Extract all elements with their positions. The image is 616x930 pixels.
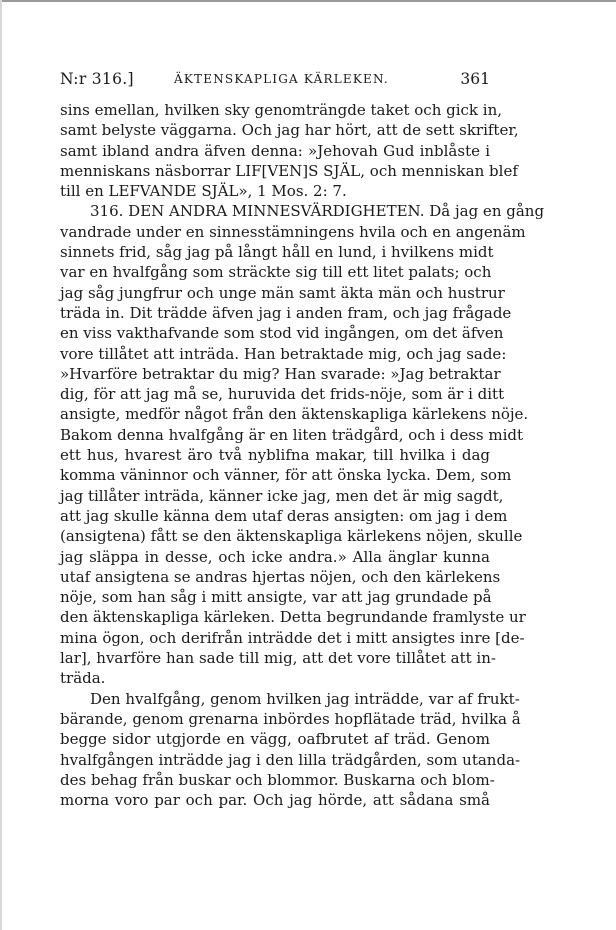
text-line: ansigte, medför något från den äktenskapliga kärlekens nöje. xyxy=(60,405,529,424)
text-line: samt belyste väggarna. Och jag har hört, att de sett skrifter, xyxy=(60,121,519,140)
text-line: Den hvalfgång, genom hvilken jag inträdde, var af frukt- xyxy=(90,689,520,708)
text-line: lar], hvarföre han sade till mig, att det vore tillåtet att in- xyxy=(60,649,496,668)
text-line: träda. xyxy=(60,669,106,688)
text-line: till en LEFVANDE SJÄL», 1 Mos. 2: 7. xyxy=(60,182,347,201)
body-text xyxy=(60,100,545,810)
text-line: nöje, som han såg i mitt ansigte, var att jag grundade på xyxy=(60,588,492,607)
section-number: N:r 316.] xyxy=(60,70,134,88)
text-line: träda in. Dit trädde äfven jag i anden fram, och jag frågade xyxy=(60,303,512,322)
text-line: sins emellan, hvilken sky genomträngde taket och gick in, xyxy=(60,101,503,119)
text-line: jag släppa in desse, och icke andra.» Alla änglar kunna xyxy=(60,547,490,566)
text-line: bärande, genom grenarna inbördes hopflätade träd, hvilka å xyxy=(60,709,521,728)
text-line: morna voro par och par. Och jag hörde, att sådana små xyxy=(60,791,490,810)
text-line: den äktenskapliga kärleken. Detta begrundande framlyste ur xyxy=(60,608,526,627)
running-header xyxy=(60,70,490,92)
text-line: jag tillåter inträda, känner icke jag, men det är mig sagdt, xyxy=(60,486,504,505)
text-line: samt ibland andra äfven denna: »Jehovah Gud inblåste i xyxy=(60,141,490,160)
text-line: menniskans näsborrar LIF[VEN]S SJÄL, och menniskan blef xyxy=(60,161,518,180)
text-line: (ansigtena) fått se den äktenskapliga kärlekens nöjen, skulle xyxy=(60,527,523,546)
text-line: begge sidor utgjorde en vägg, oafbrutet af träd. Genom xyxy=(60,730,490,749)
text-line: sinnets frid, såg jag på långt håll en lund, i hvilkens midt xyxy=(60,243,494,262)
page-left-edge xyxy=(0,0,2,930)
text-line: utaf ansigtena se andras hjertas nöjen, och den kärlekens xyxy=(60,567,501,586)
text-line: vore tillåtet att inträda. Han betraktade mig, och jag sade: xyxy=(60,344,507,363)
page-number: 361 xyxy=(460,70,490,88)
text-line: ett hus, hvarest äro två nyblifna makar, till hvilka i dag xyxy=(60,446,490,465)
text-line: vandrade under en sinnesstämningens hvila och en angenäm xyxy=(60,222,526,241)
text-line: komma väninnor och vänner, för att önska lycka. Dem, som xyxy=(60,466,512,485)
text-line: mina ögon, och derifrån inträdde det i mitt ansigtes inre [de- xyxy=(60,628,525,647)
running-title: ÄKTENSKAPLIGA KÄRLEKEN. xyxy=(174,72,389,86)
text-line: »Hvarföre betraktar du mig? Han svarade: »Jag betraktar xyxy=(60,364,501,383)
text-line: en viss vakthafvande som stod vid ingången, om det äfven xyxy=(60,324,504,343)
text-line: Bakom denna hvalfgång är en liten trädgård, och i dess midt xyxy=(60,425,524,444)
text-line: att jag skulle känna dem utaf deras ansigten: om jag i dem xyxy=(60,506,508,525)
text-line: 316. DEN ANDRA MINNESVÄRDIGHETEN. Då jag en gång xyxy=(90,202,545,221)
text-line: des behag från buskar och blommor. Buskarna och blom- xyxy=(60,770,495,789)
text-line: var en hvalfgång som sträckte sig till ett litet palats; och xyxy=(60,263,492,282)
text-line: hvalfgången inträdde jag i den lilla trädgården, som utanda- xyxy=(60,750,521,769)
page-top-edge xyxy=(0,0,616,2)
text-line: jag såg jungfrur och unge män samt äkta män och hustrur xyxy=(60,283,505,302)
text-line: dig, för att jag må se, huruvida det frids-nöje, som är i ditt xyxy=(60,385,505,404)
